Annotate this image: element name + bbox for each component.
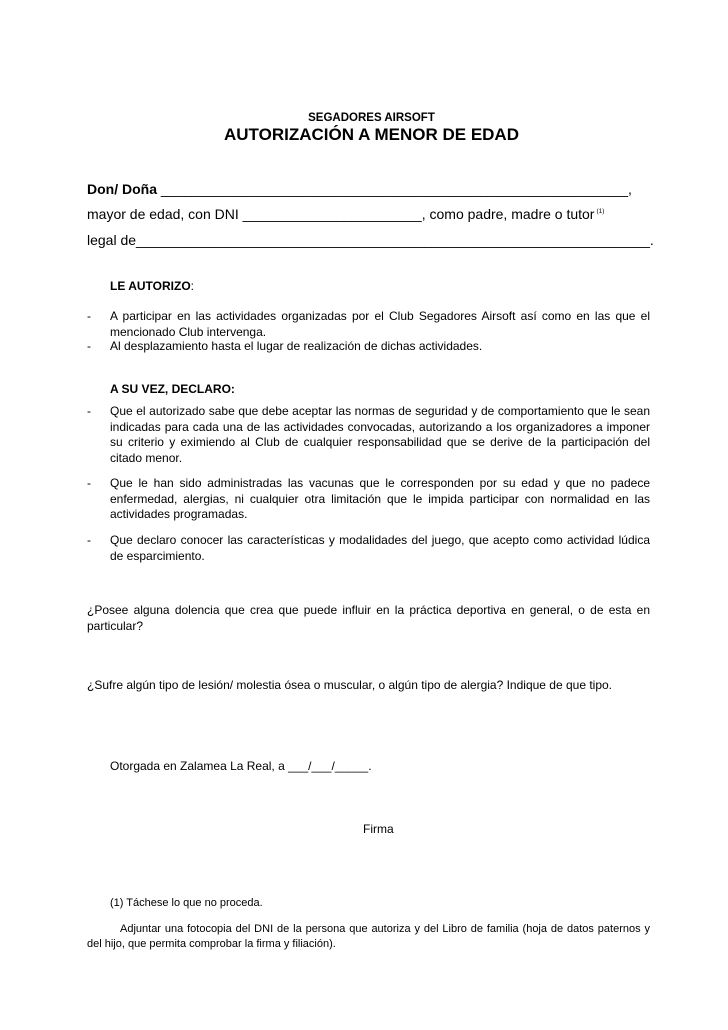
guardian-name-line [87,181,632,197]
attachment-note: Adjuntar una fotocopia del DNI de la persona que autoriza y del Libro de familia (hoja de datos paternos y del hijo, que permita comprobar la firma y filiación). [87,923,650,950]
bullet-dash: - [87,533,91,547]
question-ailment: ¿Posee alguna dolencia que crea que puede influir en la práctica deportiva en general, o de esta en particular? [87,603,650,633]
bullet-dash: - [87,476,91,490]
declare-item-text: Que le han sido administradas las vacunas que le corresponden por su edad y que no padece enfermedad, alergias, ni cualquier otra limitación que le impida participar con normalidad en las actividades programadas. [110,476,650,521]
bullet-dash: - [87,339,91,353]
bullet-dash: - [87,309,91,323]
footnote-1: (1) Táchese lo que no proceda. [110,897,263,909]
authorize-heading-text: LE AUTORIZO [110,279,191,293]
guardian-name-label: Don/ Doña [87,181,157,197]
document-title: AUTORIZACIÓN A MENOR DE EDAD [224,125,519,144]
organization-name: SEGADORES AIRSOFT [308,112,435,124]
declare-item [87,476,650,523]
granted-place-date: Otorgada en Zalamea La Real, a ___/___/_____. [110,759,372,773]
authorize-item-text: A participar en las actividades organizadas por el Club Segadores Airsoft así como en las que el mencionado Club intervenga. [110,309,650,339]
guardian-dni-text: mayor de edad, con DNI _______________________, como padre, madre o tutor [87,206,595,222]
minor-name-line: legal de__________________________________________________________________. [87,232,654,248]
guardian-name-blank: ____________________________________________________________, [160,181,632,197]
footnote-marker: (1) [596,208,605,215]
authorize-heading [110,279,194,293]
declare-item-text: Que declaro conocer las características y modalidades del juego, que acepto como actividad lúdica de esparcimiento. [110,533,650,563]
authorize-item [87,309,650,340]
signature-label: Firma [363,822,394,836]
authorize-heading-colon: : [190,279,195,293]
declare-item-text: Que el autorizado sabe que debe aceptar las normas de seguridad y de comportamiento que le sean indicadas para cada una de las actividades convocadas, autorizando a los organizadores a imponer su criterio y eximiendo al Club de cualquier responsabilidad que se derive de la participación del citado menor. [110,404,650,465]
declare-item [87,533,650,564]
guardian-dni-line [87,206,604,222]
authorize-item [87,339,650,355]
declare-heading: A SU VEZ, DECLARO: [110,382,235,396]
declare-item [87,404,650,466]
question-injury-allergy: ¿Sufre algún tipo de lesión/ molestia ósea o muscular, o algún tipo de alergia? Indique de que tipo. [87,678,613,692]
authorize-item-text: Al desplazamiento hasta el lugar de realización de dichas actividades. [110,339,483,353]
bullet-dash: - [87,404,91,418]
